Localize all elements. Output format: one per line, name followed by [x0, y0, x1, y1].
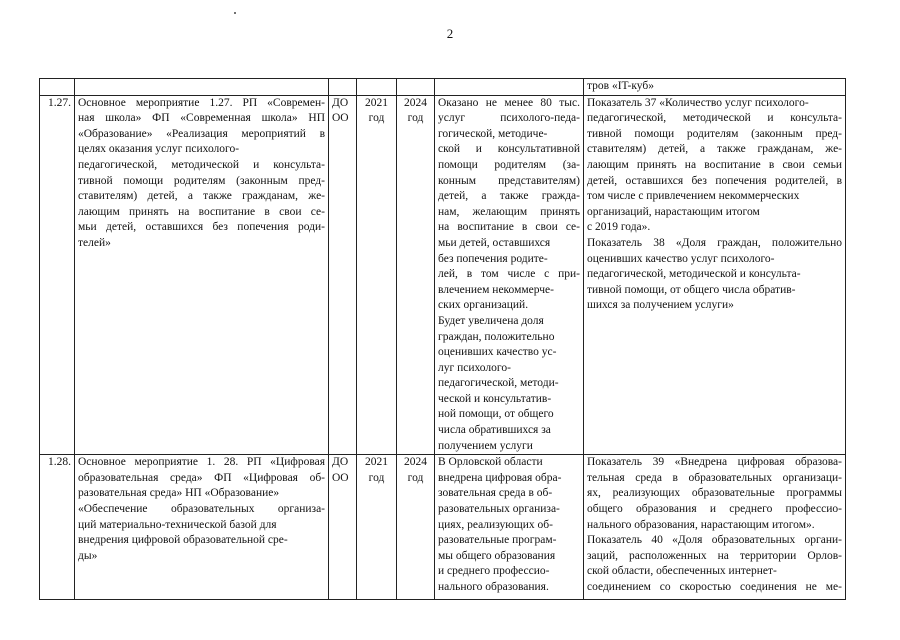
expected-result-cell: Оказано не менее 80 тыс. услуг психолого-педа- гогической, методиче- ской и консультативной помощи родителям (за- конным представителям) детей, а также гражда- нам, желающим принять на воспитание в свои се- мьи детей, оставшихся без попечения родите- лей, в том числе с при- влечением некоммерче- ских организаций. Будет увеличена доля граждан, положительно оценивших качество ус- луг психолого- педагогической, методи- ческой и консультатив- ной помощи, от общего числа обратившихся за получением услуги — [435, 95, 584, 455]
end-year-cell: 2024 год — [397, 455, 435, 600]
indicator-cell: Показатель 37 «Количество услуг психолого- педагогической, методической и консульта- тивной помощи родителям (законным пред- ставителям) детей, а также гражданам, же- лающим принять на воспитание в свои семьи детей, оставшихся без попечения родителей, в том числе с привлечением некоммерческих организаций, нарастающим итогом с 2019 года». Показатель 38 «Доля граждан, положительно оценивших качество услуг психолого- педагогической, методической и консульта- тивной помощи, от общего числа обратив- шихся за получением услуги» — [584, 95, 846, 455]
executor-cell: ДО ОО — [329, 455, 357, 600]
table-row-1-27 — [40, 95, 846, 455]
end-year-cell: 2024 год — [397, 95, 435, 455]
indicator-cell: Показатель 39 «Внедрена цифровая образова- тельная среда в образовательных организаци- ях, реализующих образовательные программы общего образования и среднего профессио- нального образования, нарастающим итогом». Показатель 40 «Доля образовательных органи- заций, расположенных на территории Орлов- ской области, обеспеченных интернет- соединением со скоростью соединения не ме- — [584, 455, 846, 600]
activity-name-cell: Основное мероприятие 1. 28. РП «Цифровая образовательная среда» ФП «Цифровая об- разовательная среда» НП «Образование» «Обеспечение образовательных организа- ций материально-технической базой для внедрения цифровой образовательной сре- ды» — [75, 455, 329, 600]
page-number: 2 — [446, 26, 454, 41]
row-number: 1.27. — [40, 95, 75, 455]
start-year-cell: 2021 год — [357, 455, 397, 600]
activity-name-cell: Основное мероприятие 1.27. РП «Современ- ная школа» ФП «Современная школа» НП «Образование» «Реализация мероприятий в целях оказания услуг психолого- педагогической, методической и консульта- тивной помощи родителям (законным пред- ставителям) детей, а также гражданам, же- лающим принять на воспитание в свои се- мьи детей, оставшихся без попечения роди- телей» — [75, 95, 329, 455]
indicator-cell: тров «IT-куб» — [584, 79, 846, 96]
expected-result-cell: В Орловской области внедрена цифровая обра- зовательная среда в об- разовательных организа- циях, реализующих об- разовательные програм- мы общего образования и среднего профессио- нального образования. — [435, 455, 584, 600]
scan-speck — [234, 12, 236, 14]
start-year-cell: 2021 год — [357, 95, 397, 455]
row-number: 1.28. — [40, 455, 75, 600]
activities-table — [39, 78, 846, 600]
table-row-1-28 — [40, 455, 846, 600]
executor-cell: ДО ОО — [329, 95, 357, 455]
table-row-continuation — [40, 79, 846, 96]
